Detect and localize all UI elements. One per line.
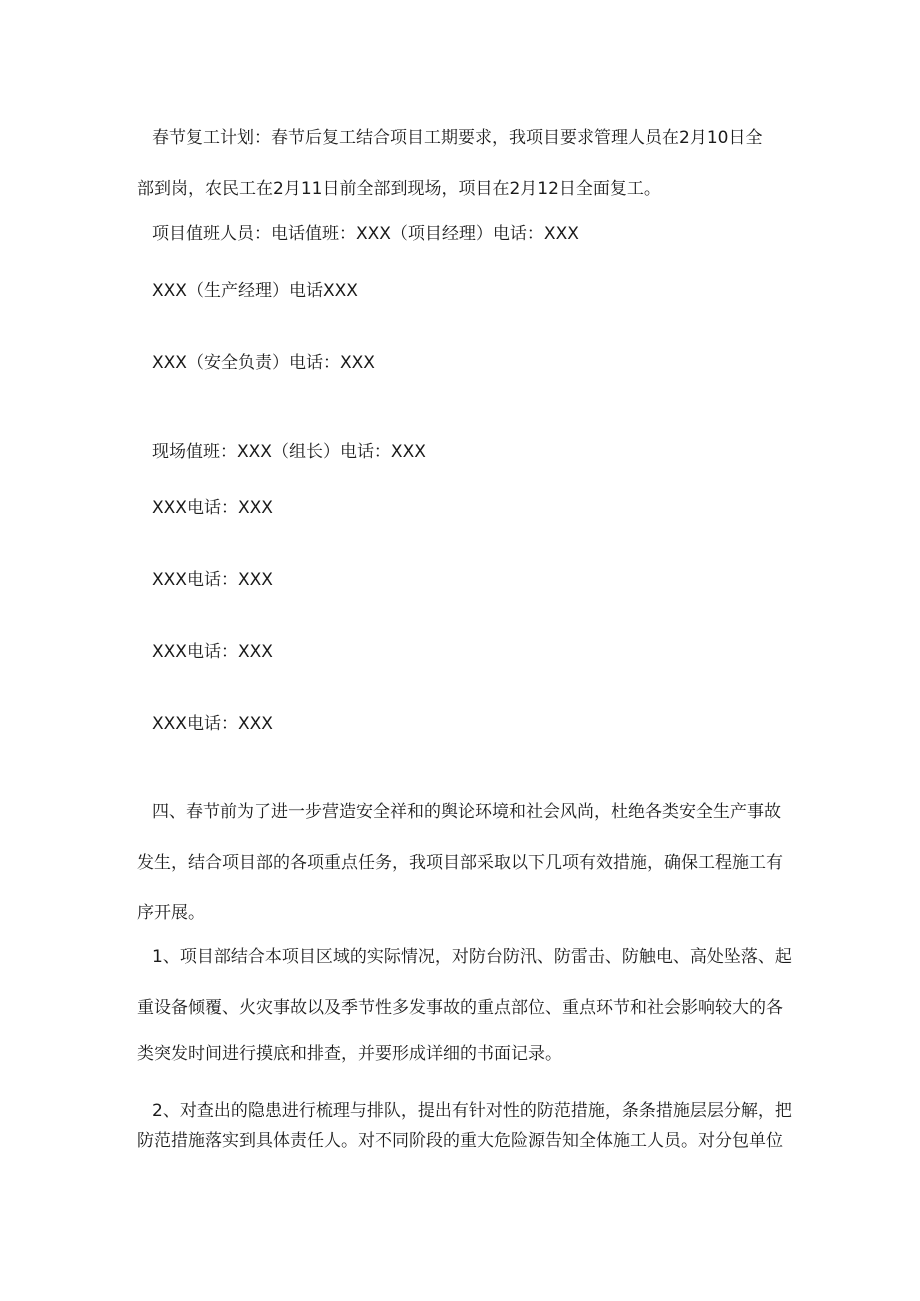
text-line: 序开展。 xyxy=(137,903,205,923)
text-line: 部到岗，农民工在2月11日前全部到现场，项目在2月12日全面复工。 xyxy=(137,179,661,199)
text-line: XXX（安全负责）电话：XXX xyxy=(152,353,375,373)
text-line: XXX电话：XXX xyxy=(152,642,273,662)
text-line: 春节复工计划：春节后复工结合项目工期要求，我项目要求管理人员在2月10日全 xyxy=(152,128,763,148)
text-line: 防范措施落实到具体责任人。对不同阶段的重大危险源告知全体施工人员。对分包单位 xyxy=(137,1131,783,1151)
text-line: 四、春节前为了进一步营造安全祥和的舆论环境和社会风尚，杜绝各类安全生产事故 xyxy=(152,802,781,822)
text-line: 类突发时间进行摸底和排查，并要形成详细的书面记录。 xyxy=(137,1044,562,1064)
text-line: 项目值班人员：电话值班：XXX（项目经理）电话：XXX xyxy=(152,224,579,244)
text-line: 1、项目部结合本项目区域的实际情况，对防台防汛、防雷击、防触电、高处坠落、起 xyxy=(152,947,792,967)
text-line: XXX电话：XXX xyxy=(152,498,273,518)
text-line: XXX电话：XXX xyxy=(152,570,273,590)
text-line: 现场值班：XXX（组长）电话：XXX xyxy=(152,442,426,462)
text-line: 重设备倾覆、火灾事故以及季节性多发事故的重点部位、重点环节和社会影响较大的各 xyxy=(137,998,783,1018)
text-line: 2、对查出的隐患进行梳理与排队，提出有针对性的防范措施，条条措施层层分解，把 xyxy=(152,1101,792,1121)
text-line: XXX电话：XXX xyxy=(152,714,273,734)
text-line: XXX（生产经理）电话XXX xyxy=(152,281,358,301)
text-line: 发生，结合项目部的各项重点任务，我项目部采取以下几项有效措施，确保工程施工有 xyxy=(137,853,783,873)
